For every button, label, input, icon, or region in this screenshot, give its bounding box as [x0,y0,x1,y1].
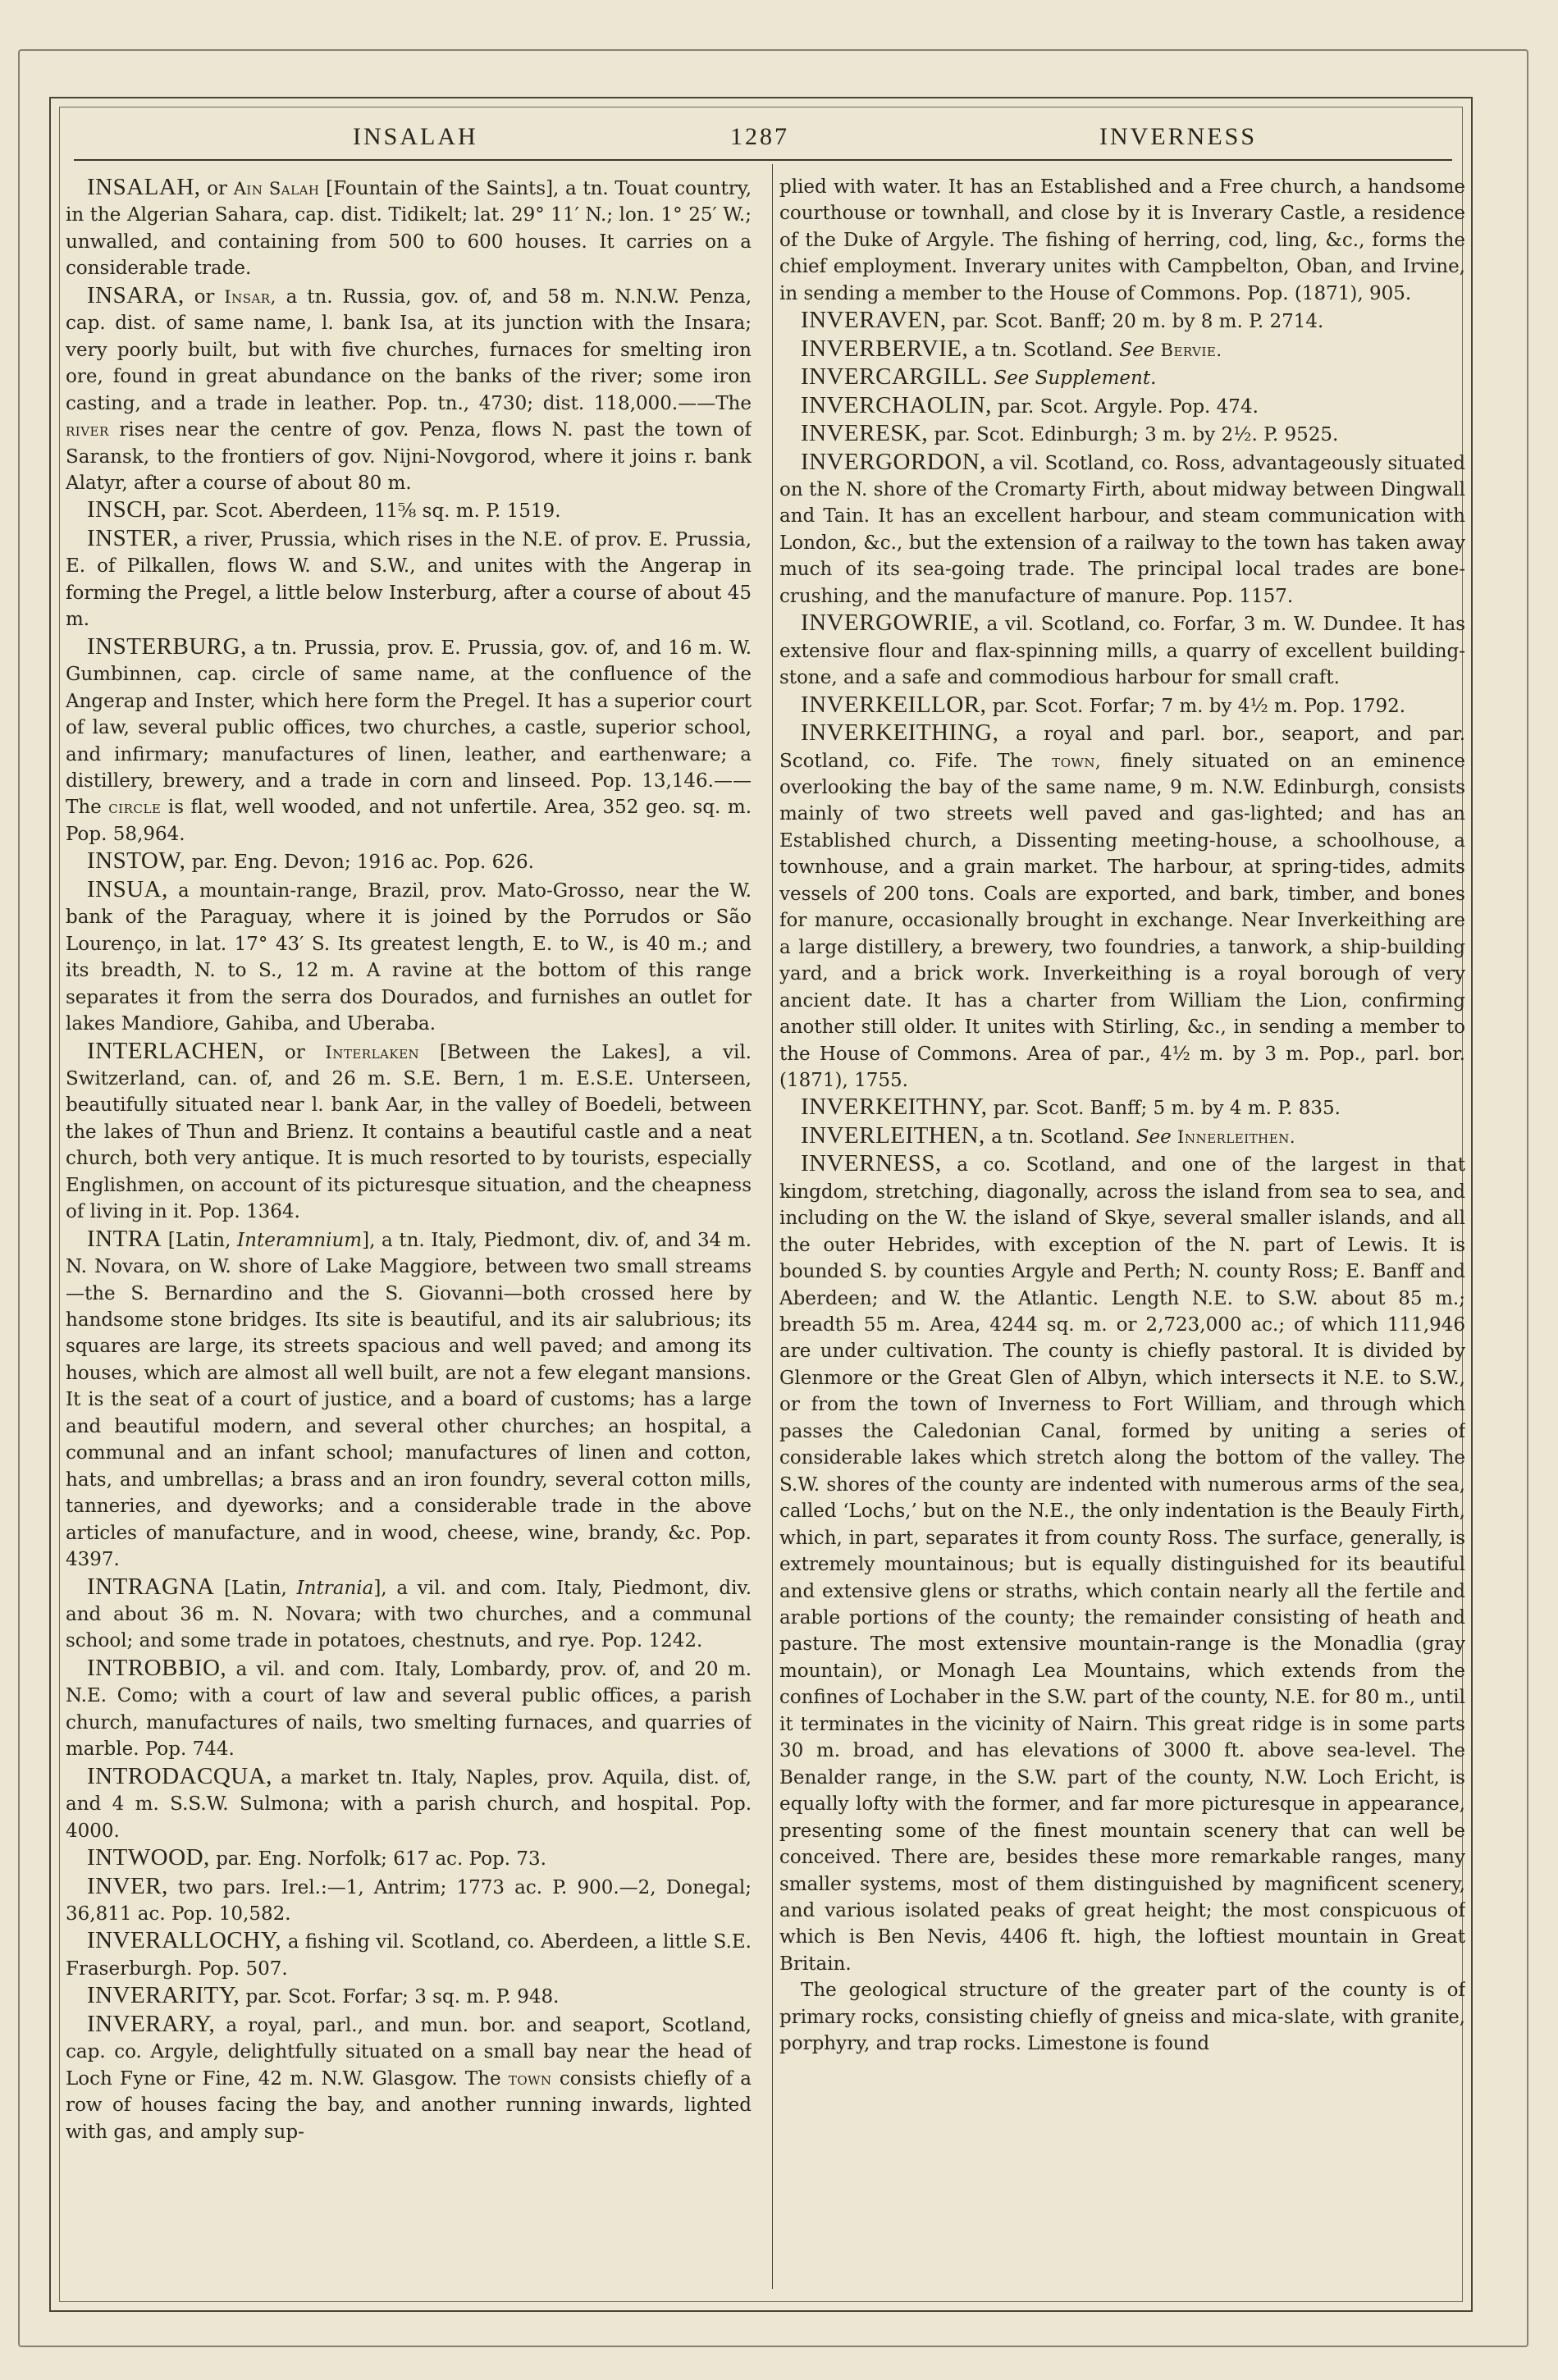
left-column [66,174,752,2299]
gazetteer-entry [66,1226,752,1574]
entry-small-caps: town, [1052,751,1102,771]
gazetteer-entry [66,1655,752,1763]
entry-text: par. Scot. Aberdeen, 11⅝ sq. m. P. 1519. [172,500,561,523]
gazetteer-entry [66,847,752,875]
entry-text: a royal and parl. bor., seaport, and par. Scotland, co. Fife. The [779,724,1465,772]
entry-text: or [284,1041,305,1063]
entry-text: par. Scot. Banff; 5 m. by 4 m. P. 835. [993,1098,1341,1120]
gazetteer-entry [779,719,1465,1094]
entry-text: consists chiefly of a row of houses facing the bay, and another running inwards, lighted with gas, and amply sup- [66,2067,752,2143]
gazetteer-entry [66,876,752,1038]
entry-headword: INVERKEITHNY, [801,1094,988,1121]
gazetteer-entry [66,1038,752,1226]
entry-headword: INVER, [87,1872,168,1899]
entry-text: a vil. and com. Italy, Lombardy, prov. of, and 20 m. N.E. Como; with a court of law and several public offices, a parish church, manufactures of nails, two smelting furnaces, and quarries of marble. Pop. 744. [66,1658,752,1761]
entry-headword: INTERLACHEN, [87,1037,265,1064]
gazetteer-entry [66,174,752,282]
entry-headword: INSCH, [87,496,167,523]
entry-headword: INVERAVEN, [801,307,947,334]
entry-alt-name: Ain Salah [233,179,320,199]
entry-text: par. Scot. Forfar; 7 m. by 4½ m. Pop. 1792. [992,695,1406,717]
entry-headword: INVERCHAOLIN, [801,391,992,418]
entry-small-caps: Innerleithen. [1177,1126,1296,1147]
entry-text: a royal, parl., and mun. bor. and seaport, Scotland, cap. co. Argyle, delightfully situated on a small bay near the head of Loch Fyne or Fine, 42 m. N.W. Glasgow. The [66,2014,752,2090]
gazetteer-entry [779,449,1465,610]
entry-headword: INVERARITY, [87,1982,240,2009]
entry-text: par. Scot. Banff; 20 m. by 8 m. P. 2714. [952,311,1324,333]
entry-headword: INTRA [87,1225,162,1252]
entry-headword: INVERKEITHING, [801,719,999,747]
entry-italic: See [1119,339,1155,361]
entry-text: a fishing vil. Scotland, co. Aberdeen, a little S.E. Fraserburgh. Pop. 507. [66,1931,752,1980]
gazetteer-entry [66,2011,752,2145]
entry-text: a tn. Prussia, prov. E. Prussia, gov. of, and 16 m. W. Gumbinnen, cap. circle of same name, at the confluence of the Angerap and Inster, which here form the Pregel. It has a superior court of law, several public offices, two churches, a castle, superior school, and infirmary; manufactures of linen, leather, and earthenware; a distillery, brewery, and a trade in corn and linseed. Pop. 13,146.——The [66,637,752,819]
entry-headword: INSTOW, [87,847,186,875]
entry-text: par. Scot. Forfar; 3 sq. m. P. 948. [245,1986,560,2008]
entry-text: ], a vil. and com. Italy, Piedmont, div. and about 36 m. N. Novara; with two churches, and a communal school; and some trade in potatoes, chestnuts, and rye. Pop. 1242. [66,1577,752,1652]
entry-italic: See Supplement. [994,368,1157,390]
entry-alt-name: Insar, [224,286,276,307]
entry-text: a market tn. Italy, Naples, prov. Aquila, dist. of, and 4 m. S.S.W. Sulmona; with a parish church, and hospital. Pop. 4000. [66,1766,752,1842]
entry-continuation [779,174,1465,307]
entry-headword: INSALAH, [87,174,201,200]
entry-text: two pars. Irel.:—1, Antrim; 1773 ac. P. 900.—2, Donegal; 36,811 ac. Pop. 10,582. [66,1876,752,1925]
gazetteer-entry [66,1873,752,1928]
gazetteer-entry [66,633,752,848]
entry-headword: INVERALLOCHY, [87,1927,282,1954]
gazetteer-entry [779,1094,1465,1121]
entry-headword: INVERLEITHEN, [801,1121,985,1149]
gazetteer-entry [66,282,752,497]
entry-continuation [779,1977,1465,2057]
entry-text: or [194,286,215,308]
entry-text: plied with water. It has an Established and a Free church, a handsome courthouse or townhall, and close by it is Inverary Castle, a residence of the Duke of Argyle. The fishing of herring, cod, ling, &c., forms the chief employment. Inverary unites with Campbelton, Oban, and Irvine, in sending a member to the House of Commons. Pop. (1871), 905. [779,176,1465,304]
gazetteer-entry [66,1844,752,1872]
running-header [74,115,1452,161]
entry-text: par. Scot. Argyle. Pop. 474. [998,395,1259,418]
entry-text: [Between the Lakes], a vil. Switzerland, can. of, and 26 m. S.E. Bern, 1 m. E.S.E. Unterseen, beautifully situated near l. bank Aar, in the valley of Boedeli, between the lakes of Thun and Brienz. It contains a beautiful castle and a neat church, both very antique. It is much resorted to by tourists, especially Englishmen, on account of its picturesque situation, and the cheapness of living in it. Pop. 1364. [66,1041,752,1223]
entry-text: a tn. Scotland. [974,339,1113,361]
entry-headword: INVERNESS, [801,1150,942,1177]
entry-text: a tn. Scotland. [991,1126,1131,1148]
entry-small-caps: Bervie. [1160,340,1222,360]
gazetteer-entry [779,1122,1465,1150]
entry-headword: INTWOOD, [87,1844,210,1871]
entry-text: a mountain-range, Brazil, prov. Mato-Grosso, near the W. bank of the Paraguay, where it is joined by the Porrudos or São Lourenço, in lat. 17° 43′ S. Its greatest length, E. to W., is 40 m.; and its breadth, N. to S., 12 m. A ravine at the bottom of this range separates it from the serra dos Dourados, and furnishes an outlet for lakes Mandiore, Gahiba, and Uberaba. [66,879,752,1035]
entry-headword: INVERGOWRIE, [801,610,980,637]
entry-text: [Fountain of the Saints], a tn. Touat country, in the Algerian Sahara, cap. dist. Tidikelt; lat. 29° 11′ N.; lon. 1° 25′ W.; unwalled, and containing from 500 to 600 houses. It carries on a considerable trade. [66,178,752,280]
gazetteer-entry [779,336,1465,363]
entry-headword: INVERESK, [801,420,929,447]
entry-italic: Interamnium [237,1229,363,1251]
entry-small-caps: town [508,2068,552,2089]
entry-text: a vil. Scotland, co. Ross, advantageously situated on the N. shore of the Cromarty Firth, about midway between Dingwall and Tain. It has an excellent harbour, and steam communication with London, &c., but the extension of a railway to the town has taken away much of its sea-going trade. The principal local trades are bone-crushing, and the manufacture of manure. Pop. 1157. [779,452,1465,607]
column-divider [772,164,773,2289]
gazetteer-entry [779,610,1465,691]
entry-text: par. Eng. Norfolk; 617 ac. Pop. 73. [216,1848,546,1871]
entry-headword: INSTER, [87,524,180,551]
entry-italic: Intrania [296,1577,374,1599]
entry-alt-name: Interlaken [325,1042,420,1062]
gazetteer-entry [66,525,752,633]
entry-headword: INVERGORDON, [801,448,986,475]
gazetteer-entry [66,496,752,524]
entry-text: or [207,178,228,199]
entry-text: par. Scot. Edinburgh; 3 m. by 2½. P. 9525. [934,424,1339,446]
entry-text: is flat, well wooded, and not unfertile. Area, 352 geo. sq. m. Pop. 58,964. [66,797,752,845]
header-right-guide-word: INVERNESS [1099,123,1258,150]
entry-text: ], a tn. Italy, Piedmont, div. of, and 34 m. N. Novara, on W. shore of Lake Maggiore, between two small streams—the S. Bernardino and the S. Giovanni—both crossed here by handsome stone bridges. Its site is beautiful, and its air salubrious; its squares are large, its streets spacious and well paved; and among its houses, which are almost all well built, are not a few elegant mansions. It is the seat of a court of justice, and a board of customs; has a large and beautiful modern, and several other churches; an hospital, a communal and an infant school; manufactures of linen and cotton, hats, and umbrellas; a brass and an iron foundry, several cotton mills, tanneries, and dyeworks; and a considerable trade in the above articles of manufacture, and in wood, cheese, wine, brandy, &c. Pop. 4397. [66,1229,752,1571]
entry-headword: INSARA, [87,281,185,308]
entry-text: rises near the centre of gov. Penza, flows N. past the town of Saransk, to the frontiers of gov. Nijni-Novgorod, where it joins r. bank Alatyr, after a course of about 80 m. [66,419,752,494]
entry-headword: INTRAGNA [87,1573,215,1600]
entry-text: finely situated on an eminence overlooking the bay of the same name, 9 m. N.W. Edinburgh, consists mainly of two streets well paved and gas-lighted; and has an Established church, a Dissenting meeting-house, a schoolhouse, a townhouse, and a grain market. The harbour, at spring-tides, admits vessels of 200 tons. Coals are exported, and bark, timber, and bones for manure, occasionally brought in exchange. Near Inverkeithing are a large distillery, a brewery, two foundries, a tanwork, a ship-building yard, and a brick work. Inverkeithing is a royal borough of very ancient date. It has a charter from William the Lion, confirming another still older. It unites with Stirling, &c., in sending a member to the House of Commons. Area of par., 4½ m. by 3 m. Pop., parl. bor. (1871), 1755. [779,750,1465,1091]
entry-text: a tn. Russia, gov. of, and 58 m. N.N.W. Penza, cap. dist. of same name, l. bank Isa, at its junction with the Insara; very poorly built, but with five churches, furnaces for smelting iron ore, found in great abundance on the banks of the river; some iron casting, and a trade in leather. Pop. tn., 4730; dist. 118,000.——The [66,286,752,414]
gazetteer-entry [66,1982,752,2010]
right-column [779,174,1465,2299]
gazetteer-entry [779,420,1465,448]
entry-text: a vil. Scotland, co. Forfar, 3 m. W. Dundee. It has extensive flour and flax-spinning mills, a quarry of excellent building-stone, and a safe and commodious harbour for small craft. [779,614,1465,689]
entry-small-caps: circle [108,797,162,818]
entry-text: a co. Scotland, and one of the largest in that kingdom, stretching, diagonally, across the island from sea to sea, and including on the W. the island of Skye, several smaller islands, and all the outer Hebrides, with exception of the N. part of Lewis. It is bounded S. by counties Argyle and Perth; N. county Ross; E. Banff and Aberdeen; and W. the Atlantic. Length N.E. to S.W. about 85 m.; breadth 55 m. Area, 4244 sq. m. or 2,723,000 ac.; of which 111,946 are under cultivation. The county is chiefly pastoral. It is divided by Glenmore or the Great Glen of Albyn, which intersects it N.E. to S.W., or from the town of Inverness to Fort William, and through which passes the Caledonian Canal, formed by uniting a series of considerable lakes which stretch along the bottom of the valley. The S.W. shores of the county are indented with numerous arms of the sea, called ‘Lochs,’ but on the N.E., the only indentation is the Beauly Firth, which, in part, separates it from county Ross. The surface, generally, is extremely mountainous; but is equally distinguished for its beautiful and extensive glens or straths, which contain nearly all the fertile and arable portions of the county; the remainder consisting of heath and pasture. The most extensive mountain-range is the Monadlia (gray mountain), or Monagh Lea Mountains, which extends from the confines of Lochaber in the S.W. part of the county, N.E. for 80 m., until it terminates in the vicinity of Nairn. This great ridge is in some parts 30 m. broad, and has elevations of 3000 ft. above sea-level. The Benalder range, in the S.W. part of the county, N.W. Loch Ericht, is equally lofty with the former, and far more picturesque in appearance, presenting some of the finest mountain scenery that can well be conceived. There are, besides these more remarkable ranges, many smaller systems, most of them distinguished by magnificent scenery, and various isolated peaks of great height; the most conspicuous of which is Ben Nevis, 4406 ft. high, the loftiest mountain in Great Britain. [779,1154,1465,1975]
gazetteer-entry [66,1763,752,1844]
entry-text: The geological structure of the greater part of the county is of primary rocks, consisting chiefly of gneiss and mica-slate, with granite, porphyry, and trap rocks. Limestone is found [779,1980,1465,2055]
entry-headword: INTROBBIO, [87,1654,227,1681]
entry-headword: INSUA, [87,875,168,902]
entry-headword: INTRODACQUA, [87,1762,272,1789]
header-left-guide-word: INSALAH [353,123,478,150]
gazetteer-entry [779,307,1465,335]
entry-headword: INVERCARGILL. [801,363,989,391]
entry-headword: INSTERBURG, [87,633,247,660]
gazetteer-entry [66,1927,752,1982]
gazetteer-entry [779,692,1465,719]
gazetteer-entry [779,392,1465,420]
entry-headword: INVERKEILLOR, [801,691,987,718]
entry-headword: INVERBERVIE, [801,335,969,362]
entry-text: par. Eng. Devon; 1916 ac. Pop. 626. [191,852,534,874]
entry-small-caps: river [66,420,109,441]
gazetteer-entry [779,1150,1465,1977]
page-number: 1287 [730,123,789,150]
entry-text: [Latin, [167,1229,231,1251]
entry-headword: INVERARY, [87,2010,216,2037]
header-rule [74,159,1452,161]
entry-text: [Latin, [224,1577,287,1599]
gazetteer-entry [66,1574,752,1655]
entry-italic: See [1135,1126,1172,1148]
gazetteer-entry [779,363,1465,391]
entry-text: a river, Prussia, which rises in the N.E. of prov. E. Prussia, E. of Pilkallen, flows W. and S.W., and unites with the Angerap in forming the Pregel, a little below Insterburg, after a course of about 45 m. [66,528,752,631]
